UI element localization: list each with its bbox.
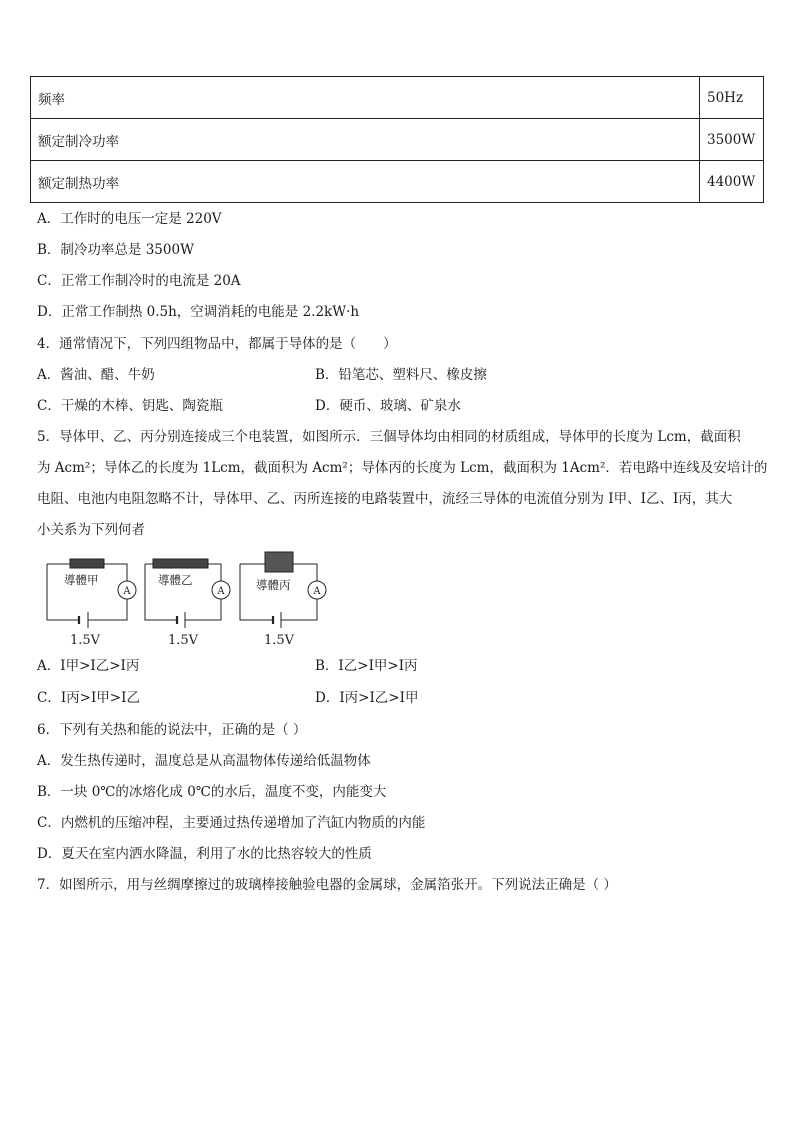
q4-option-a: A．酱油、醋、牛奶 — [37, 367, 155, 383]
conductor-bing-block — [265, 552, 293, 572]
table-cell-label: 额定制冷功率 — [31, 119, 700, 161]
q4-stem: 4．通常情况下，下列四组物品中，都属于导体的是（ ） — [37, 336, 397, 352]
ammeter-label: A — [217, 586, 225, 597]
q4-option-b: B．铅笔芯、塑料尺、橡皮擦 — [315, 367, 487, 383]
table-row — [31, 119, 764, 161]
conductor-yi-bar — [153, 559, 208, 568]
q3-option-c: C．正常工作制冷时的电流是 20A — [37, 273, 241, 289]
table-cell-value: 4400W — [700, 161, 764, 203]
voltage-label: 1.5V — [264, 633, 295, 648]
table-row — [31, 161, 764, 203]
circuit-label-jia: 導體甲 — [64, 573, 99, 587]
q3-option-d: D．正常工作制热 0.5h，空调消耗的电能是 2.2kW·h — [37, 304, 360, 320]
q5-stem-line: 为 Acm²；导体乙的长度为 1Lcm，截面积为 Acm²；导体丙的长度为 Lcm，截面积为 1Acm²．若电路中连线及安培计的 — [37, 460, 768, 476]
spec-table — [30, 76, 764, 203]
ammeter-label: A — [123, 586, 131, 597]
q6-option-b: B．一块 0℃的冰熔化成 0℃的水后，温度不变，内能变大 — [37, 784, 387, 800]
q5-option-d: D．I丙>I乙>I甲 — [315, 690, 419, 706]
q5-stem-line: 电阻、电池内电阻忽略不计，导体甲、乙、丙所连接的电路装置中，流经三导体的电流值分别为 I甲、I乙、I丙，其大 — [37, 491, 733, 507]
q6-option-d: D．夏天在室内洒水降温，利用了水的比热容较大的性质 — [37, 846, 372, 862]
q6-option-c: C．内燃机的压缩冲程，主要通过热传递增加了汽缸内物质的内能 — [37, 815, 426, 831]
circuit-label-yi: 導體乙 — [158, 573, 193, 587]
voltage-label: 1.5V — [168, 633, 199, 648]
voltage-label: 1.5V — [70, 633, 101, 648]
circuit-diagrams — [42, 548, 332, 650]
q5-option-c: C．I丙>I甲>I乙 — [37, 690, 140, 706]
conductor-jia-bar — [70, 559, 104, 568]
q5-stem-line: 5．导体甲、乙、丙分别连接成三个电装置，如图所示．三個导体均由相同的材质组成，导体甲的长度为 Lcm，截面积 — [37, 429, 741, 445]
q4-option-d: D．硬币、玻璃、矿泉水 — [315, 398, 461, 414]
q6-option-a: A．发生热传递时，温度总是从高温物体传递给低温物体 — [37, 753, 371, 769]
table-cell-value: 50Hz — [700, 77, 764, 119]
table-cell-value: 3500W — [700, 119, 764, 161]
table-cell-label: 额定制热功率 — [31, 161, 700, 203]
q5-stem-line: 小关系为下列何者 — [37, 522, 145, 538]
q5-option-b: B．I乙>I甲>I丙 — [315, 658, 418, 674]
q3-option-b: B．制冷功率总是 3500W — [37, 242, 194, 258]
q6-stem: 6．下列有关热和能的说法中，正确的是（ ） — [37, 722, 307, 738]
q5-option-a: A．I甲>I乙>I丙 — [37, 658, 140, 674]
table-cell-label: 频率 — [31, 77, 700, 119]
ammeter-label: A — [313, 586, 321, 597]
q4-option-c: C．干燥的木棒、钥匙、陶瓷瓶 — [37, 398, 223, 414]
q7-stem: 7．如图所示，用与丝绸摩擦过的玻璃棒接触验电器的金属球，金属箔张开。下列说法正确是（ ） — [37, 877, 617, 893]
table-row — [31, 77, 764, 119]
circuit-label-bing: 導體丙 — [256, 578, 291, 592]
q3-option-a: A．工作时的电压一定是 220V — [37, 211, 222, 227]
circuit-diagram-svg — [42, 548, 332, 650]
